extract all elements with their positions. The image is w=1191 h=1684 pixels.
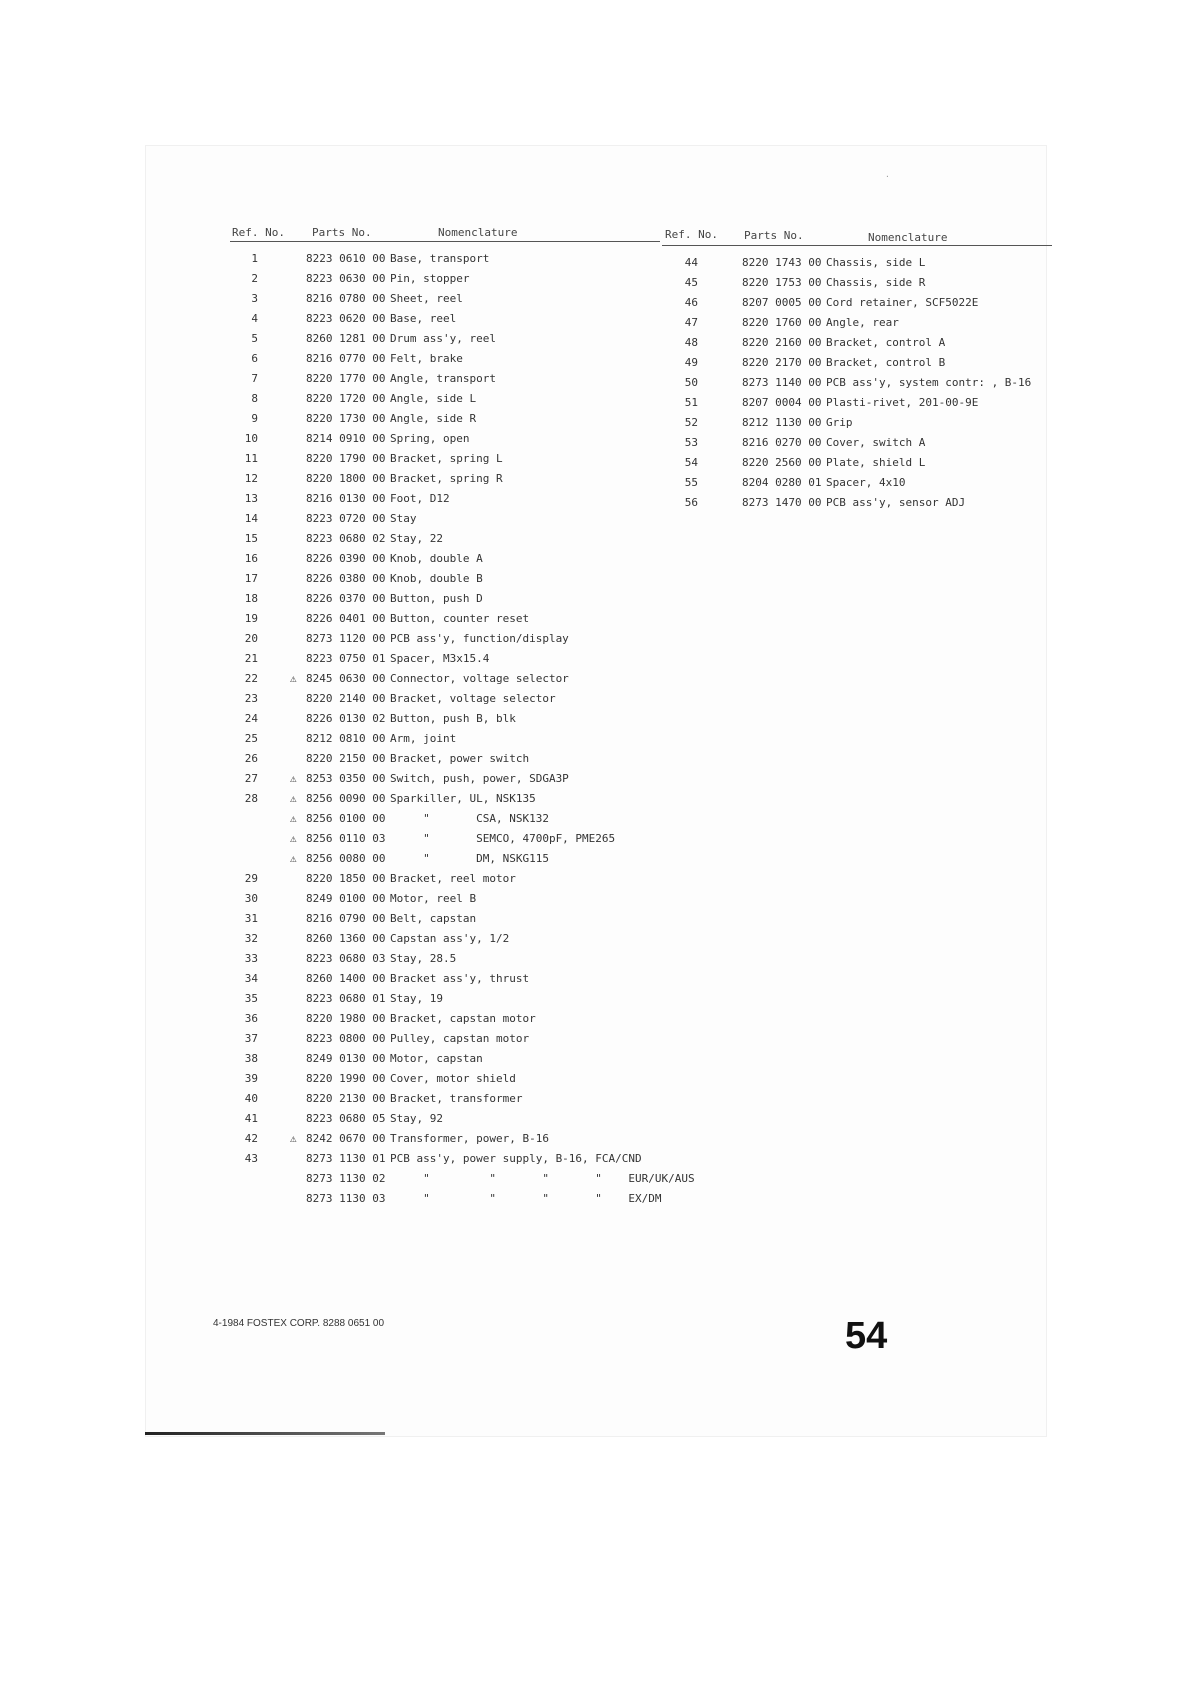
ref-no: 14 — [244, 512, 258, 525]
ref-no: 39 — [244, 1072, 258, 1085]
ref-no: 8 — [251, 392, 258, 405]
parts-no: 8226 0130 02 — [306, 712, 386, 725]
safety-warning-icon: ⚠ — [290, 792, 297, 805]
nomenclature: Bracket, control A — [826, 336, 946, 349]
parts-no: 8273 1470 00 — [742, 496, 822, 509]
ref-no: 43 — [244, 1152, 258, 1165]
parts-no: 8245 0630 00 — [306, 672, 386, 685]
parts-no: 8204 0280 01 — [742, 476, 822, 489]
ref-no: 56 — [684, 496, 698, 509]
parts-no: 8216 0130 00 — [306, 492, 386, 505]
parts-no: 8273 1130 03 — [306, 1192, 386, 1205]
nomenclature: Spacer, 4x10 — [826, 476, 906, 489]
ref-no: 17 — [244, 572, 258, 585]
parts-no: 8256 0080 00 — [306, 852, 386, 865]
nomenclature: Felt, brake — [390, 352, 463, 365]
ref-no: 24 — [244, 712, 258, 725]
ref-no: 49 — [684, 356, 698, 369]
parts-no: 8273 1140 00 — [742, 376, 822, 389]
nomenclature: Grip — [826, 416, 853, 429]
ref-no: 5 — [251, 332, 258, 345]
parts-no: 8223 0680 05 — [306, 1112, 386, 1125]
ref-no: 25 — [244, 732, 258, 745]
nomenclature: Button, counter reset — [390, 612, 530, 625]
ref-no: 53 — [684, 436, 698, 449]
parts-no: 8273 1130 01 — [306, 1152, 386, 1165]
nomenclature: Stay, 22 — [390, 532, 443, 545]
nomenclature: Pin, stopper — [390, 272, 470, 285]
nomenclature: Bracket, voltage selector — [390, 692, 556, 705]
nomenclature: PCB ass'y, function/display — [390, 632, 569, 645]
ref-no: 32 — [244, 932, 258, 945]
parts-no: 8256 0090 00 — [306, 792, 386, 805]
nomenclature: Pulley, capstan motor — [390, 1032, 530, 1045]
ref-no: 16 — [244, 552, 258, 565]
right-header-parts-no: Parts No. — [744, 229, 804, 242]
ref-no: 33 — [244, 952, 258, 965]
ref-no: 52 — [684, 416, 698, 429]
ref-no: 50 — [684, 376, 698, 389]
parts-no: 8223 0720 00 — [306, 512, 386, 525]
nomenclature: Base, transport — [390, 252, 490, 265]
nomenclature: Bracket, power switch — [390, 752, 530, 765]
parts-no: 8212 0810 00 — [306, 732, 386, 745]
ref-no: 28 — [244, 792, 258, 805]
parts-no: 8223 0630 00 — [306, 272, 386, 285]
nomenclature: " " " " EX/DM — [390, 1192, 662, 1205]
nomenclature: Chassis, side R — [826, 276, 926, 289]
ref-no: 55 — [684, 476, 698, 489]
nomenclature: Plasti-rivet, 201-00-9E — [826, 396, 979, 409]
ref-no: 9 — [251, 412, 258, 425]
parts-no: 8223 0800 00 — [306, 1032, 386, 1045]
footer-copyright: 4-1984 FOSTEX CORP. 8288 0651 00 — [213, 1318, 385, 1329]
parts-no: 8220 1800 00 — [306, 472, 386, 485]
nomenclature: Switch, push, power, SDGA3P — [390, 772, 569, 785]
parts-no: 8220 1990 00 — [306, 1072, 386, 1085]
ref-no: 45 — [684, 276, 698, 289]
parts-no: 8260 1281 00 — [306, 332, 386, 345]
parts-no: 8220 2160 00 — [742, 336, 822, 349]
nomenclature: Knob, double A — [390, 552, 483, 565]
ref-no: 29 — [244, 872, 258, 885]
right-header-rule — [662, 245, 1052, 246]
nomenclature: Arm, joint — [390, 732, 457, 745]
ref-no: 54 — [684, 456, 698, 469]
parts-no: 8249 0130 00 — [306, 1052, 386, 1065]
ref-no: 47 — [684, 316, 698, 329]
ref-no: 48 — [684, 336, 698, 349]
nomenclature: Bracket ass'y, thrust — [390, 972, 530, 985]
parts-no: 8260 1360 00 — [306, 932, 386, 945]
parts-no: 8226 0390 00 — [306, 552, 386, 565]
ref-no: 30 — [244, 892, 258, 905]
ref-no: 7 — [251, 372, 258, 385]
parts-no: 8273 1130 02 — [306, 1172, 386, 1185]
parts-no: 8253 0350 00 — [306, 772, 386, 785]
ref-no: 3 — [251, 292, 258, 305]
ref-no: 38 — [244, 1052, 258, 1065]
nomenclature: Stay, 92 — [390, 1112, 443, 1125]
parts-no: 8216 0270 00 — [742, 436, 822, 449]
ref-no: 44 — [684, 256, 698, 269]
nomenclature: Bracket, transformer — [390, 1092, 523, 1105]
nomenclature: Spring, open — [390, 432, 470, 445]
right-header-ref-no: Ref. No. — [665, 228, 718, 241]
ref-no: 40 — [244, 1092, 258, 1105]
nomenclature: Capstan ass'y, 1/2 — [390, 932, 510, 945]
nomenclature: Button, push B, blk — [390, 712, 516, 725]
safety-warning-icon: ⚠ — [290, 672, 297, 685]
ref-no: 2 — [251, 272, 258, 285]
nomenclature: PCB ass'y, power supply, B-16, FCA/CND — [390, 1152, 642, 1165]
parts-no: 8220 1720 00 — [306, 392, 386, 405]
nomenclature: Angle, rear — [826, 316, 899, 329]
parts-no: 8214 0910 00 — [306, 432, 386, 445]
parts-no: 8207 0004 00 — [742, 396, 822, 409]
nomenclature: Angle, side R — [390, 412, 477, 425]
nomenclature: Knob, double B — [390, 572, 483, 585]
parts-no: 8223 0620 00 — [306, 312, 386, 325]
nomenclature: Sheet, reel — [390, 292, 463, 305]
parts-no: 8223 0680 03 — [306, 952, 386, 965]
nomenclature: Chassis, side L — [826, 256, 926, 269]
parts-no: 8220 1730 00 — [306, 412, 386, 425]
ref-no: 18 — [244, 592, 258, 605]
parts-no: 8220 2130 00 — [306, 1092, 386, 1105]
parts-no: 8220 1753 00 — [742, 276, 822, 289]
parts-no: 8256 0100 00 — [306, 812, 386, 825]
parts-no: 8226 0380 00 — [306, 572, 386, 585]
ref-no: 12 — [244, 472, 258, 485]
parts-no: 8216 0790 00 — [306, 912, 386, 925]
nomenclature: Bracket, control B — [826, 356, 946, 369]
parts-no: 8223 0750 01 — [306, 652, 386, 665]
page-edge-shadow — [145, 1432, 385, 1435]
ref-no: 13 — [244, 492, 258, 505]
ref-no: 22 — [244, 672, 258, 685]
parts-no: 8220 1790 00 — [306, 452, 386, 465]
nomenclature: PCB ass'y, system contr: , B-16 — [826, 376, 1032, 389]
ref-no: 26 — [244, 752, 258, 765]
nomenclature: Cover, switch A — [826, 436, 926, 449]
nomenclature: Angle, transport — [390, 372, 496, 385]
nomenclature: Bracket, capstan motor — [390, 1012, 536, 1025]
left-header-parts-no: Parts No. — [312, 226, 372, 239]
nomenclature: Stay, 28.5 — [390, 952, 457, 965]
nomenclature: Motor, reel B — [390, 892, 477, 905]
nomenclature: Spacer, M3x15.4 — [390, 652, 490, 665]
parts-no: 8256 0110 03 — [306, 832, 386, 845]
ref-no: 31 — [244, 912, 258, 925]
parts-no: 8220 1743 00 — [742, 256, 822, 269]
ref-no: 42 — [244, 1132, 258, 1145]
parts-no: 8207 0005 00 — [742, 296, 822, 309]
ref-no: 4 — [251, 312, 258, 325]
page-number: 54 — [845, 1315, 888, 1357]
nomenclature: Cover, motor shield — [390, 1072, 516, 1085]
safety-warning-icon: ⚠ — [290, 852, 297, 865]
nomenclature: Bracket, spring R — [390, 472, 503, 485]
ref-no: 46 — [684, 296, 698, 309]
ref-no: 6 — [251, 352, 258, 365]
parts-no: 8220 2150 00 — [306, 752, 386, 765]
right-header-nomenclature: Nomenclature — [868, 231, 948, 244]
safety-warning-icon: ⚠ — [290, 832, 297, 845]
parts-no: 8223 0610 00 — [306, 252, 386, 265]
safety-warning-icon: ⚠ — [290, 772, 297, 785]
ref-no: 35 — [244, 992, 258, 1005]
nomenclature: Bracket, reel motor — [390, 872, 516, 885]
parts-no: 8212 1130 00 — [742, 416, 822, 429]
ref-no: 41 — [244, 1112, 258, 1125]
nomenclature: Cord retainer, SCF5022E — [826, 296, 979, 309]
safety-warning-icon: ⚠ — [290, 1132, 297, 1145]
nomenclature: Angle, side L — [390, 392, 477, 405]
nomenclature: Connector, voltage selector — [390, 672, 569, 685]
ref-no: 19 — [244, 612, 258, 625]
parts-no: 8216 0770 00 — [306, 352, 386, 365]
ref-no: 21 — [244, 652, 258, 665]
ref-no: 34 — [244, 972, 258, 985]
ref-no: 37 — [244, 1032, 258, 1045]
nomenclature: PCB ass'y, sensor ADJ — [826, 496, 966, 509]
safety-warning-icon: ⚠ — [290, 812, 297, 825]
nomenclature: Foot, D12 — [390, 492, 450, 505]
nomenclature: Drum ass'y, reel — [390, 332, 496, 345]
parts-no: 8260 1400 00 — [306, 972, 386, 985]
ref-no: 11 — [244, 452, 258, 465]
parts-no: 8220 2170 00 — [742, 356, 822, 369]
parts-no: 8220 2560 00 — [742, 456, 822, 469]
left-header-ref-no: Ref. No. — [232, 226, 285, 239]
ref-no: 20 — [244, 632, 258, 645]
ref-no: 36 — [244, 1012, 258, 1025]
parts-no: 8273 1120 00 — [306, 632, 386, 645]
nomenclature: Bracket, spring L — [390, 452, 503, 465]
nomenclature: Stay — [390, 512, 417, 525]
nomenclature: Motor, capstan — [390, 1052, 483, 1065]
ref-no: 15 — [244, 532, 258, 545]
nomenclature: " SEMCO, 4700pF, PME265 — [390, 832, 616, 845]
ref-no: 23 — [244, 692, 258, 705]
parts-no: 8223 0680 02 — [306, 532, 386, 545]
parts-no: 8220 2140 00 — [306, 692, 386, 705]
parts-no: 8220 1980 00 — [306, 1012, 386, 1025]
ref-no: 27 — [244, 772, 258, 785]
nomenclature: Belt, capstan — [390, 912, 477, 925]
parts-no: 8226 0401 00 — [306, 612, 386, 625]
parts-no: 8226 0370 00 — [306, 592, 386, 605]
nomenclature: Sparkiller, UL, NSK135 — [390, 792, 536, 805]
parts-no: 8216 0780 00 — [306, 292, 386, 305]
parts-no: 8220 1770 00 — [306, 372, 386, 385]
left-header-nomenclature: Nomenclature — [438, 226, 518, 239]
parts-no: 8223 0680 01 — [306, 992, 386, 1005]
ref-no: 51 — [684, 396, 698, 409]
speck: · — [885, 172, 890, 181]
parts-no: 8242 0670 00 — [306, 1132, 386, 1145]
parts-no: 8220 1850 00 — [306, 872, 386, 885]
parts-no: 8220 1760 00 — [742, 316, 822, 329]
left-header-rule — [230, 241, 660, 242]
ref-no: 1 — [251, 252, 258, 265]
nomenclature: Stay, 19 — [390, 992, 443, 1005]
ref-no: 10 — [244, 432, 258, 445]
nomenclature: Transformer, power, B-16 — [390, 1132, 549, 1145]
parts-no: 8249 0100 00 — [306, 892, 386, 905]
nomenclature: Plate, shield L — [826, 456, 926, 469]
nomenclature: " CSA, NSK132 — [390, 812, 549, 825]
nomenclature: " " " " EUR/UK/AUS — [390, 1172, 695, 1185]
nomenclature: Base, reel — [390, 312, 457, 325]
nomenclature: " DM, NSKG115 — [390, 852, 549, 865]
nomenclature: Button, push D — [390, 592, 483, 605]
